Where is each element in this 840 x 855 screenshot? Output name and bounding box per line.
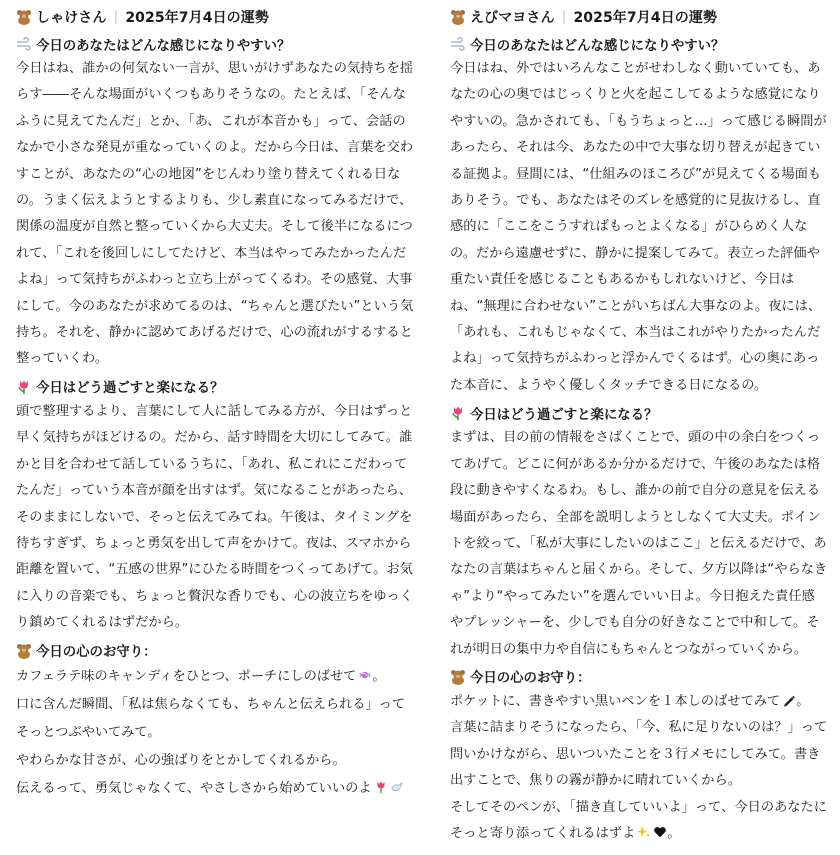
section-heading-tips: 今日はどう過ごすと楽になる？ xyxy=(16,375,416,399)
sparkles-icon xyxy=(637,825,651,839)
charm-text xyxy=(16,663,416,803)
user-name: えびマヨさん xyxy=(470,10,555,26)
candy-icon xyxy=(358,668,372,682)
charm-line: カフェラテ味のキャンディをひとつ、ポーチにしのばせて 。 xyxy=(16,668,386,684)
charm-line: そっとつぶやいてみて。 xyxy=(16,724,161,740)
charm-line: 伝えるって、勇気じゃなくて、やさしさから始めていいのよ xyxy=(16,775,416,803)
section-heading-charm: 今日の心のお守り： xyxy=(16,639,416,663)
section-heading-mood: 今日のあなたはどんな感じになりやすい？ xyxy=(16,32,416,56)
fortune-date: 2025年7月4日の運勢 xyxy=(573,10,718,26)
section-heading-tips: 今日はどう過ごすと楽になる？ xyxy=(450,401,828,425)
mood-text: 今日はね、誰かの何気ない一言が、思いがけずあなたの気持ちを揺らす――そんな場面がいくつもありそうなの。たとえば、「そんなふうに見えてたんだ」とか、「あ、これが本音かも」って、会話のなかで小さな発見が重なっていくのよ。だから今日は、言葉を交わすことが、あなたの“心の地図”をじんわり塗り替えてくれる日なの。うまく伝えようとするよりも、少し素直になってみるだけで、関係の温度が自然と整っていくから大丈夫。そして後半になるにつれて、「これを後回しにしてたけど、本当はやってみたかったんだよね」って気持ちがふわっと立ち上がってくるわ。その感覚、大事にして。今のあなたが求めてるのは、“ちゃんと選びたい”という気持ち。それを、静かに認めてあげるだけで、心の流れがするすると整っていくわ。 xyxy=(16,61,414,367)
card-header xyxy=(450,6,828,28)
user-name: しゃけさん xyxy=(36,10,107,26)
charm-paragraph: 言葉に詰まりそうになったら、「今、私に足りないのは？」って問いかけながら、思いついたことを３行メモにしてみて。書き出すことで、焦りの霧が静かに晴れていくから。 xyxy=(450,720,828,789)
wind-icon xyxy=(450,36,466,52)
tips-text: 頭で整理するより、言葉にして人に話してみる方が、今日はずっと早く気持ちがほどけるの。だから、話す時間を大切にしてみて。誰かと目を合わせて話しているうちに、「あれ、私これにこだわってたんだ」っていう本音が顔を出すはず。気になることがあったら、そのままにしないで、そっと伝えてみてね。午後は、タイミングを待ちすぎず、ちょっと勇気を出して声をかけて。夜は、スマホから距離を置いて、“五感の世界”にひたる時間をつくってあげて。お気に入りの音楽でも、ちょっと贅沢な香りでも、心の波立ちをゆっくり鎮めてくれるはずだから。 xyxy=(16,403,413,631)
section-heading-mood: 今日のあなたはどんな感じになりやすい？ xyxy=(450,32,828,56)
teddy-bear-icon xyxy=(16,9,32,25)
charm-paragraph: そしてそのペンが、「描き直していいよ」って、今日のあなたにそっと寄り添ってくれるはずよ 。 xyxy=(450,799,828,841)
tips-text: まずは、目の前の情報をさばくことで、頭の中の余白をつくってあげて。どこに何があるか分かるだけで、午後のあなたは格段に動きやすくなるわ。もし、誰かの前で自分の意見を伝える場面があったら、全部を説明しようとしなくて大丈夫。ポイントを絞って、「私が大事にしたいのはここ」と伝えるだけで、あなたの言葉はちゃんと届くから。そして、夕方以降は“やらなきゃ”より“やってみたい”を選んでいい日よ。今日抱えた責任感やプレッシャーを、少しでも自分の好きなことで中和して。それが明日の集中力や自信にもちゃんとつながっていくから。 xyxy=(450,430,828,657)
dove-icon xyxy=(390,780,404,794)
fortune-card-shake xyxy=(16,6,416,803)
charm-text xyxy=(450,689,828,847)
header-divider: | xyxy=(561,9,567,25)
charm-line: やわらかな甘さが、心の強ばりをとかしてくれるから。 xyxy=(16,752,346,768)
teddy-bear-icon xyxy=(16,643,32,659)
header-divider: | xyxy=(113,9,119,25)
charm-paragraph: ポケットに、書きやすい黒いペンを１本しのばせてみて 。 xyxy=(450,693,810,709)
pen-icon xyxy=(782,693,796,707)
charm-line: 口に含んだ瞬間、「私は焦らなくても、ちゃんと伝えられる」って xyxy=(16,696,406,712)
tulip-icon xyxy=(450,405,466,421)
tulip-icon xyxy=(374,780,388,794)
section-heading-charm: 今日の心のお守り： xyxy=(450,665,828,689)
fortune-card-ebimayo xyxy=(450,6,828,847)
tulip-icon xyxy=(16,379,32,395)
black-heart-icon xyxy=(653,825,667,839)
wind-icon xyxy=(16,36,32,52)
mood-text: 今日はね、外ではいろんなことがせわしなく動いていても、あなたの心の奥ではじっくりと火を起こしてるような感覚になりやすいの。急かされても、「もうちょっと…」って感じる瞬間があったら、それは今、あなたの中で大事な切り替えが起きている証拠よ。昼間には、“仕組みのほころび”が見えてくる場面もありそう。でも、あなたはそのズレを感覚的に見抜けるし、直感的に「ここをこうすればもっとよくなる」がひらめく人なの。だから遠慮せずに、静かに提案してみて。表立った評価や重たい責任を感じることもあるかもしれないけど、今日はね、“無理に合わせない”ことがいちばん大事なのよ。夜には、「あれも、これもじゃなくて、本当はこれがやりたかったんだよね」って気持ちがふわっと浮かんでくるはず。心の奥にあった本音に、ようやく優しくタッチできる日になるの。 xyxy=(450,61,827,393)
teddy-bear-icon xyxy=(450,9,466,25)
teddy-bear-icon xyxy=(450,669,466,685)
fortune-date: 2025年7月4日の運勢 xyxy=(125,10,269,26)
card-header xyxy=(16,6,416,28)
